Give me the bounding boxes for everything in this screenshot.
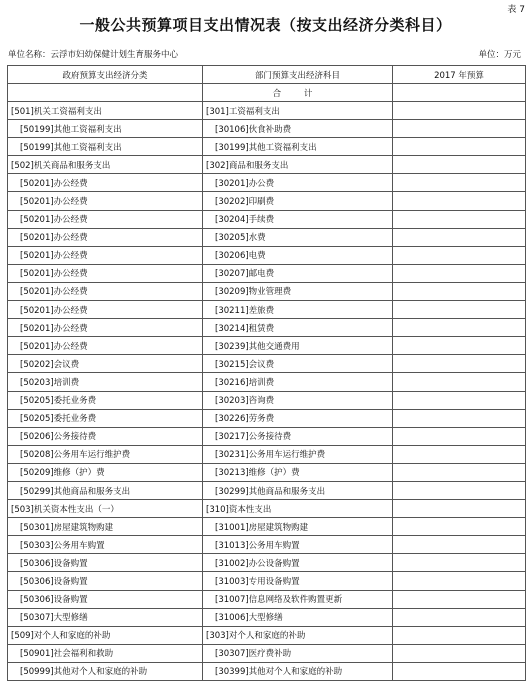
unit-name: 单位名称：云浮市妇幼保健计划生育服务中心 [8, 50, 179, 60]
unit-label: 单位：万元 [478, 50, 521, 60]
table-row [8, 156, 526, 174]
table-row [8, 427, 526, 445]
dept-class-cell: [31001]房屋建筑物购建 [203, 518, 393, 536]
gov-class-cell: [50201]办公经费 [8, 337, 203, 355]
gov-class-cell: [50201]办公经费 [8, 174, 203, 192]
dept-class-cell: [30307]医疗费补助 [203, 644, 393, 662]
table-row [8, 210, 526, 228]
dept-class-cell: [30204]手续费 [203, 210, 393, 228]
gov-class-cell: [50201]办公经费 [8, 228, 203, 246]
budget-cell [393, 500, 526, 518]
gov-class-cell: [50201]办公经费 [8, 282, 203, 300]
header-row [8, 66, 526, 84]
table-row [8, 264, 526, 282]
dept-class-cell: [31007]信息网络及软件购置更新 [203, 590, 393, 608]
table-row [8, 554, 526, 572]
dept-class-cell: [31006]大型修缮 [203, 608, 393, 626]
table-row [8, 192, 526, 210]
gov-class-cell: [50205]委托业务费 [8, 391, 203, 409]
dept-class-cell: [31003]专用设备购置 [203, 572, 393, 590]
dept-class-cell: [30216]培训费 [203, 373, 393, 391]
gov-class-cell: [50209]维修（护）费 [8, 463, 203, 481]
table-row [8, 481, 526, 499]
budget-cell [393, 246, 526, 264]
dept-class-cell: [30199]其他工资福利支出 [203, 138, 393, 156]
dept-class-cell: [30201]办公费 [203, 174, 393, 192]
table-row [8, 391, 526, 409]
gov-class-cell: [50306]设备购置 [8, 572, 203, 590]
budget-cell [393, 355, 526, 373]
gov-class-cell: [50306]设备购置 [8, 554, 203, 572]
dept-class-cell: [30214]租赁费 [203, 319, 393, 337]
page-title: 一般公共预算项目支出情况表（按支出经济分类科目） [79, 16, 452, 34]
dept-class-cell: [30215]会议费 [203, 355, 393, 373]
total-row [8, 84, 526, 102]
dept-class-cell: [30205]水费 [203, 228, 393, 246]
table-row [8, 355, 526, 373]
header-budget: 2017 年预算 [393, 66, 526, 84]
budget-cell [393, 264, 526, 282]
table-row [8, 463, 526, 481]
table-row [8, 282, 526, 300]
table-row [8, 120, 526, 138]
table-row [8, 301, 526, 319]
dept-class-cell: [30213]维修（护）费 [203, 463, 393, 481]
dept-class-cell: [31002]办公设备购置 [203, 554, 393, 572]
dept-class-cell: [30106]伙食补助费 [203, 120, 393, 138]
gov-class-cell: [50307]大型修缮 [8, 608, 203, 626]
budget-cell [393, 391, 526, 409]
table-row [8, 409, 526, 427]
budget-cell [393, 102, 526, 120]
budget-cell [393, 554, 526, 572]
gov-class-cell: [50208]公务用车运行维护费 [8, 445, 203, 463]
page-number: 表 7 [507, 5, 525, 15]
gov-class-cell: [509]对个人和家庭的补助 [8, 626, 203, 644]
gov-class-cell: [50999]其他对个人和家庭的补助 [8, 662, 203, 680]
table-row [8, 174, 526, 192]
gov-class-cell: [50303]公务用车购置 [8, 536, 203, 554]
gov-class-cell: [50201]办公经费 [8, 246, 203, 264]
dept-class-cell: [30207]邮电费 [203, 264, 393, 282]
budget-cell [393, 590, 526, 608]
total-value [393, 84, 526, 102]
dept-class-cell: [30206]电费 [203, 246, 393, 264]
gov-class-cell: [50201]办公经费 [8, 264, 203, 282]
budget-cell [393, 319, 526, 337]
table-row [8, 590, 526, 608]
table-row [8, 518, 526, 536]
total-empty-cell [8, 84, 203, 102]
budget-cell [393, 228, 526, 246]
table-row [8, 373, 526, 391]
budget-cell [393, 138, 526, 156]
budget-cell [393, 427, 526, 445]
budget-cell [393, 282, 526, 300]
dept-class-cell: [301]工资福利支出 [203, 102, 393, 120]
gov-class-cell: [50199]其他工资福利支出 [8, 120, 203, 138]
table-row [8, 572, 526, 590]
budget-cell [393, 156, 526, 174]
dept-class-cell: [31013]公务用车购置 [203, 536, 393, 554]
dept-class-cell: [30231]公务用车运行维护费 [203, 445, 393, 463]
budget-cell [393, 536, 526, 554]
gov-class-cell: [50201]办公经费 [8, 210, 203, 228]
dept-class-cell: [302]商品和服务支出 [203, 156, 393, 174]
table-row [8, 662, 526, 680]
budget-cell [393, 662, 526, 680]
dept-class-cell: [30239]其他交通费用 [203, 337, 393, 355]
dept-class-cell: [30299]其他商品和服务支出 [203, 481, 393, 499]
dept-class-cell: [30399]其他对个人和家庭的补助 [203, 662, 393, 680]
dept-class-cell: [30217]公务接待费 [203, 427, 393, 445]
gov-class-cell: [502]机关商品和服务支出 [8, 156, 203, 174]
budget-cell [393, 518, 526, 536]
gov-class-cell: [50301]房屋建筑物购建 [8, 518, 203, 536]
dept-class-cell: [30211]差旅费 [203, 301, 393, 319]
budget-cell [393, 210, 526, 228]
budget-cell [393, 337, 526, 355]
table-row [8, 138, 526, 156]
budget-cell [393, 626, 526, 644]
table-row [8, 228, 526, 246]
dept-class-cell: [30226]劳务费 [203, 409, 393, 427]
table-row [8, 626, 526, 644]
dept-class-cell: [30209]物业管理费 [203, 282, 393, 300]
table-row [8, 102, 526, 120]
table-row [8, 337, 526, 355]
dept-class-cell: [303]对个人和家庭的补助 [203, 626, 393, 644]
total-label: 合 计 [203, 84, 393, 102]
gov-class-cell: [50201]办公经费 [8, 319, 203, 337]
table-row [8, 246, 526, 264]
budget-cell [393, 120, 526, 138]
gov-class-cell: [50203]培训费 [8, 373, 203, 391]
header-gov-class: 政府预算支出经济分类 [8, 66, 203, 84]
gov-class-cell: [50206]公务接待费 [8, 427, 203, 445]
dept-class-cell: [30202]印刷费 [203, 192, 393, 210]
table-row [8, 608, 526, 626]
budget-cell [393, 174, 526, 192]
gov-class-cell: [50306]设备购置 [8, 590, 203, 608]
budget-cell [393, 445, 526, 463]
budget-cell [393, 192, 526, 210]
budget-cell [393, 463, 526, 481]
budget-cell [393, 572, 526, 590]
dept-class-cell: [310]资本性支出 [203, 500, 393, 518]
budget-cell [393, 644, 526, 662]
budget-cell [393, 373, 526, 391]
table-row [8, 644, 526, 662]
budget-cell [393, 481, 526, 499]
gov-class-cell: [50199]其他工资福利支出 [8, 138, 203, 156]
gov-class-cell: [50202]会议费 [8, 355, 203, 373]
gov-class-cell: [50299]其他商品和服务支出 [8, 481, 203, 499]
gov-class-cell: [50901]社会福利和救助 [8, 644, 203, 662]
gov-class-cell: [50201]办公经费 [8, 301, 203, 319]
budget-cell [393, 409, 526, 427]
budget-cell [393, 301, 526, 319]
dept-class-cell: [30203]咨询费 [203, 391, 393, 409]
header-dept-class: 部门预算支出经济科目 [203, 66, 393, 84]
table-row [8, 536, 526, 554]
table-row [8, 445, 526, 463]
table-row [8, 319, 526, 337]
table-row [8, 500, 526, 518]
budget-table [7, 65, 526, 681]
gov-class-cell: [50201]办公经费 [8, 192, 203, 210]
gov-class-cell: [503]机关资本性支出（一） [8, 500, 203, 518]
budget-cell [393, 608, 526, 626]
gov-class-cell: [501]机关工资福利支出 [8, 102, 203, 120]
gov-class-cell: [50205]委托业务费 [8, 409, 203, 427]
